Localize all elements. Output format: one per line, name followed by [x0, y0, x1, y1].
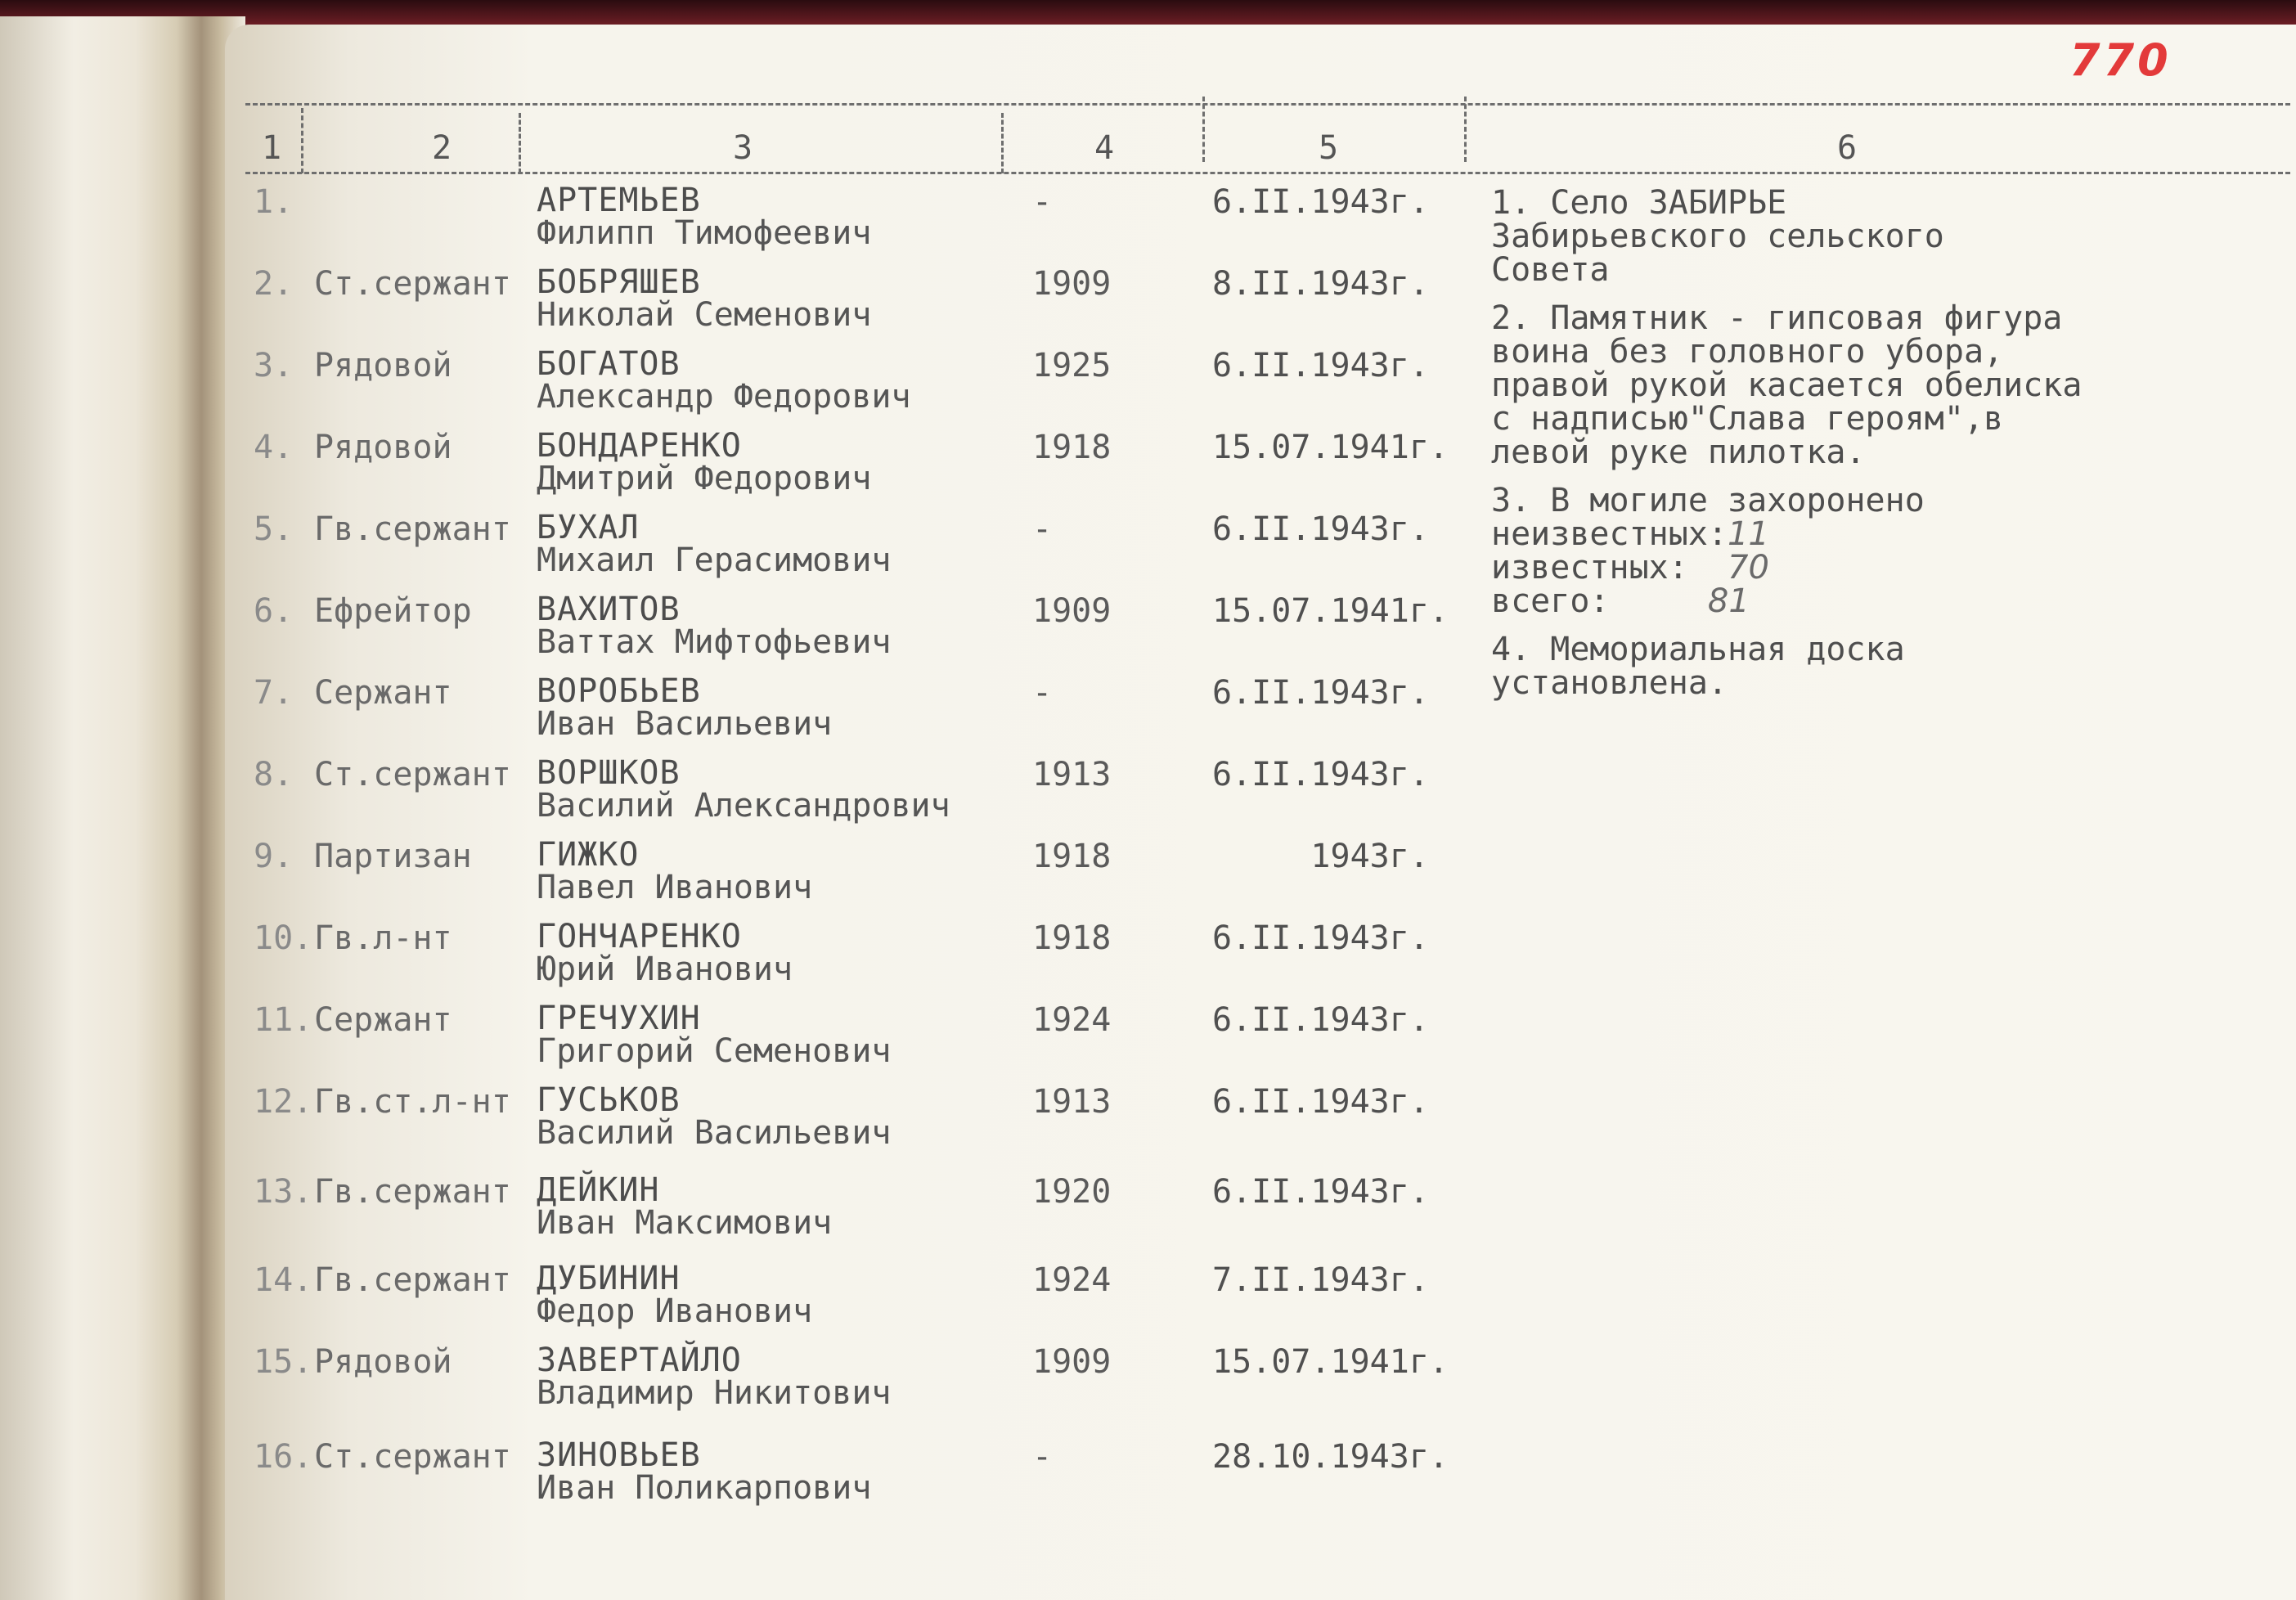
row-given-name: Владимир Никитович [537, 1374, 892, 1412]
row-surname: ДУБИНИН [537, 1260, 681, 1297]
row-number: 15. [254, 1343, 313, 1381]
row-surname: БОГАТОВ [537, 345, 681, 383]
table-row [0, 918, 2296, 1000]
row-given-name: Григорий Семенович [537, 1032, 892, 1070]
row-birth-year: 1918 [1032, 919, 1112, 957]
row-death-date: 15.07.1941г. [1212, 429, 1449, 466]
row-rank: Ст.сержант [314, 756, 511, 793]
column-separator [1464, 97, 1467, 162]
row-number: 11. [254, 1001, 313, 1039]
table-row [0, 1081, 2296, 1163]
table-row [0, 1342, 2296, 1423]
row-given-name: Филипп Тимофеевич [537, 214, 872, 252]
row-birth-year: 1918 [1032, 429, 1112, 466]
row-given-name: Ваттах Мифтофьевич [537, 623, 892, 661]
remarks-burial-counts: 3. В могиле захоронено неизвестных:11 известных: 70 всего: 81 [1491, 484, 2162, 618]
column-header-5: 5 [1319, 129, 1339, 167]
row-surname: ГУСЬКОВ [537, 1081, 681, 1119]
row-death-date: 8.II.1943г. [1212, 265, 1429, 303]
row-surname: ЗАВЕРТАЙЛО [537, 1342, 742, 1379]
row-death-date: 15.07.1941г. [1212, 1343, 1449, 1381]
known-count-handwritten: 70 [1728, 549, 1769, 587]
row-number: 3. [254, 347, 294, 384]
column-separator [1202, 97, 1205, 162]
row-given-name: Николай Семенович [537, 296, 872, 334]
row-birth-year: 1924 [1032, 1001, 1112, 1039]
page-number: 770 [2069, 34, 2172, 86]
row-birth-year: 1909 [1032, 1343, 1112, 1381]
row-given-name: Василий Васильевич [537, 1114, 892, 1152]
row-birth-year: - [1032, 510, 1053, 548]
row-rank: Гв.сержант [314, 510, 511, 548]
column-header-1: 1 [262, 129, 282, 167]
row-rank: Гв.л-нт [314, 919, 452, 957]
row-surname: БУХАЛ [537, 509, 640, 546]
row-death-date: 6.II.1943г. [1212, 1001, 1429, 1039]
row-rank: Гв.ст.л-нт [314, 1083, 511, 1121]
book-binding-top [0, 0, 2296, 25]
column-header-6: 6 [1837, 129, 1858, 167]
row-death-date: 7.II.1943г. [1212, 1261, 1429, 1299]
row-rank: Сержант [314, 1001, 452, 1039]
row-death-date: 6.II.1943г. [1212, 347, 1429, 384]
table-row [0, 1171, 2296, 1253]
row-number: 2. [254, 265, 294, 303]
row-death-date: 6.II.1943г. [1212, 1083, 1429, 1121]
row-surname: ВАХИТОВ [537, 591, 681, 628]
column-separator [1001, 113, 1004, 173]
row-given-name: Михаил Герасимович [537, 542, 892, 579]
row-given-name: Иван Васильевич [537, 705, 833, 743]
total-count-handwritten: 81 [1707, 582, 1750, 620]
row-number: 6. [254, 592, 294, 630]
row-number: 12. [254, 1083, 313, 1121]
row-rank: Рядовой [314, 1343, 452, 1381]
row-given-name: Иван Поликарпович [537, 1469, 872, 1507]
header-top-line [245, 103, 2290, 106]
row-birth-year: - [1032, 183, 1053, 221]
row-death-date: 28.10.1943г. [1212, 1438, 1449, 1476]
unknown-count-handwritten: 11 [1727, 515, 1769, 553]
row-surname: ГРЕЧУХИН [537, 1000, 701, 1037]
row-surname: БОНДАРЕНКО [537, 427, 742, 465]
row-birth-year: 1925 [1032, 347, 1112, 384]
row-death-date: 6.II.1943г. [1212, 510, 1429, 548]
row-death-date: 6.II.1943г. [1212, 1173, 1429, 1211]
row-birth-year: 1924 [1032, 1261, 1112, 1299]
row-number: 5. [254, 510, 294, 548]
row-given-name: Павел Иванович [537, 869, 813, 906]
known-count-line: известных: 70 [1491, 549, 1769, 587]
row-rank: Ст.сержант [314, 265, 511, 303]
row-surname: ДЕЙКИН [537, 1171, 660, 1209]
table-row [0, 1000, 2296, 1081]
row-death-date: 6.II.1943г. [1212, 756, 1429, 793]
remarks-location: 1. Село ЗАБИРЬЕ Забирьевского сельского Совета [1491, 184, 1944, 289]
row-surname: ВОРОБЬЕВ [537, 672, 701, 710]
table-row [0, 754, 2296, 836]
row-given-name: Иван Максимович [537, 1204, 833, 1242]
row-surname: ГОНЧАРЕНКО [537, 918, 742, 955]
column-header-3: 3 [733, 129, 753, 167]
row-birth-year: 1909 [1032, 265, 1112, 303]
row-birth-year: 1913 [1032, 1083, 1112, 1121]
row-birth-year: 1913 [1032, 756, 1112, 793]
remarks-column [1491, 184, 2162, 715]
row-number: 9. [254, 838, 294, 875]
row-birth-year: - [1032, 674, 1053, 712]
row-rank: Рядовой [314, 347, 452, 384]
row-rank: Рядовой [314, 429, 452, 466]
row-number: 13. [254, 1173, 313, 1211]
table-row [0, 836, 2296, 918]
row-rank: Гв.сержант [314, 1173, 511, 1211]
row-surname: БОБРЯШЕВ [537, 263, 701, 301]
remarks-monument: 2. Памятник - гипсовая фигура воина без головного убора, правой рукой касается обелиска с надписью"Слава героям",в левой руке пилотка. [1491, 299, 2083, 471]
unknown-count-line: неизвестных:11 [1491, 515, 1769, 553]
row-rank: Гв.сержант [314, 1261, 511, 1299]
row-number: 1. [254, 183, 294, 221]
row-birth-year: 1909 [1032, 592, 1112, 630]
column-header-2: 2 [432, 129, 452, 167]
row-number: 16. [254, 1438, 313, 1476]
column-separator [519, 113, 521, 173]
row-given-name: Василий Александрович [537, 787, 950, 825]
row-death-date: 6.II.1943г. [1212, 674, 1429, 712]
row-surname: ЗИНОВЬЕВ [537, 1436, 701, 1474]
row-birth-year: 1920 [1032, 1173, 1112, 1211]
row-number: 4. [254, 429, 294, 466]
row-rank: Ст.сержант [314, 1438, 511, 1476]
row-number: 8. [254, 756, 294, 793]
row-rank: Сержант [314, 674, 452, 712]
row-death-date: 15.07.1941г. [1212, 592, 1449, 630]
row-surname: ГИЖКО [537, 836, 640, 874]
row-birth-year: 1918 [1032, 838, 1112, 875]
row-given-name: Юрий Иванович [537, 951, 793, 988]
row-death-date: 6.II.1943г. [1212, 919, 1429, 957]
remarks-memorial-plaque: 4. Мемориальная доска установлена. [1491, 631, 1905, 702]
column-separator [301, 108, 303, 173]
header-bottom-line [245, 172, 2290, 174]
row-given-name: Федор Иванович [537, 1292, 813, 1330]
total-count-line: всего: 81 [1491, 582, 1750, 620]
row-birth-year: - [1032, 1438, 1053, 1476]
row-number: 10. [254, 919, 313, 957]
table-row [0, 1260, 2296, 1342]
row-number: 14. [254, 1261, 313, 1299]
row-given-name: Дмитрий Федорович [537, 460, 872, 497]
row-given-name: Александр Федорович [537, 378, 911, 416]
row-rank: Партизан [314, 838, 472, 875]
row-surname: ВОРШКОВ [537, 754, 681, 792]
column-header-4: 4 [1094, 129, 1115, 167]
row-death-date: 6.II.1943г. [1212, 183, 1429, 221]
table-row [0, 1436, 2296, 1518]
row-rank: Ефрейтор [314, 592, 472, 630]
row-number: 7. [254, 674, 294, 712]
row-surname: АРТЕМЬЕВ [537, 182, 701, 219]
row-death-date: 1943г. [1212, 838, 1429, 875]
